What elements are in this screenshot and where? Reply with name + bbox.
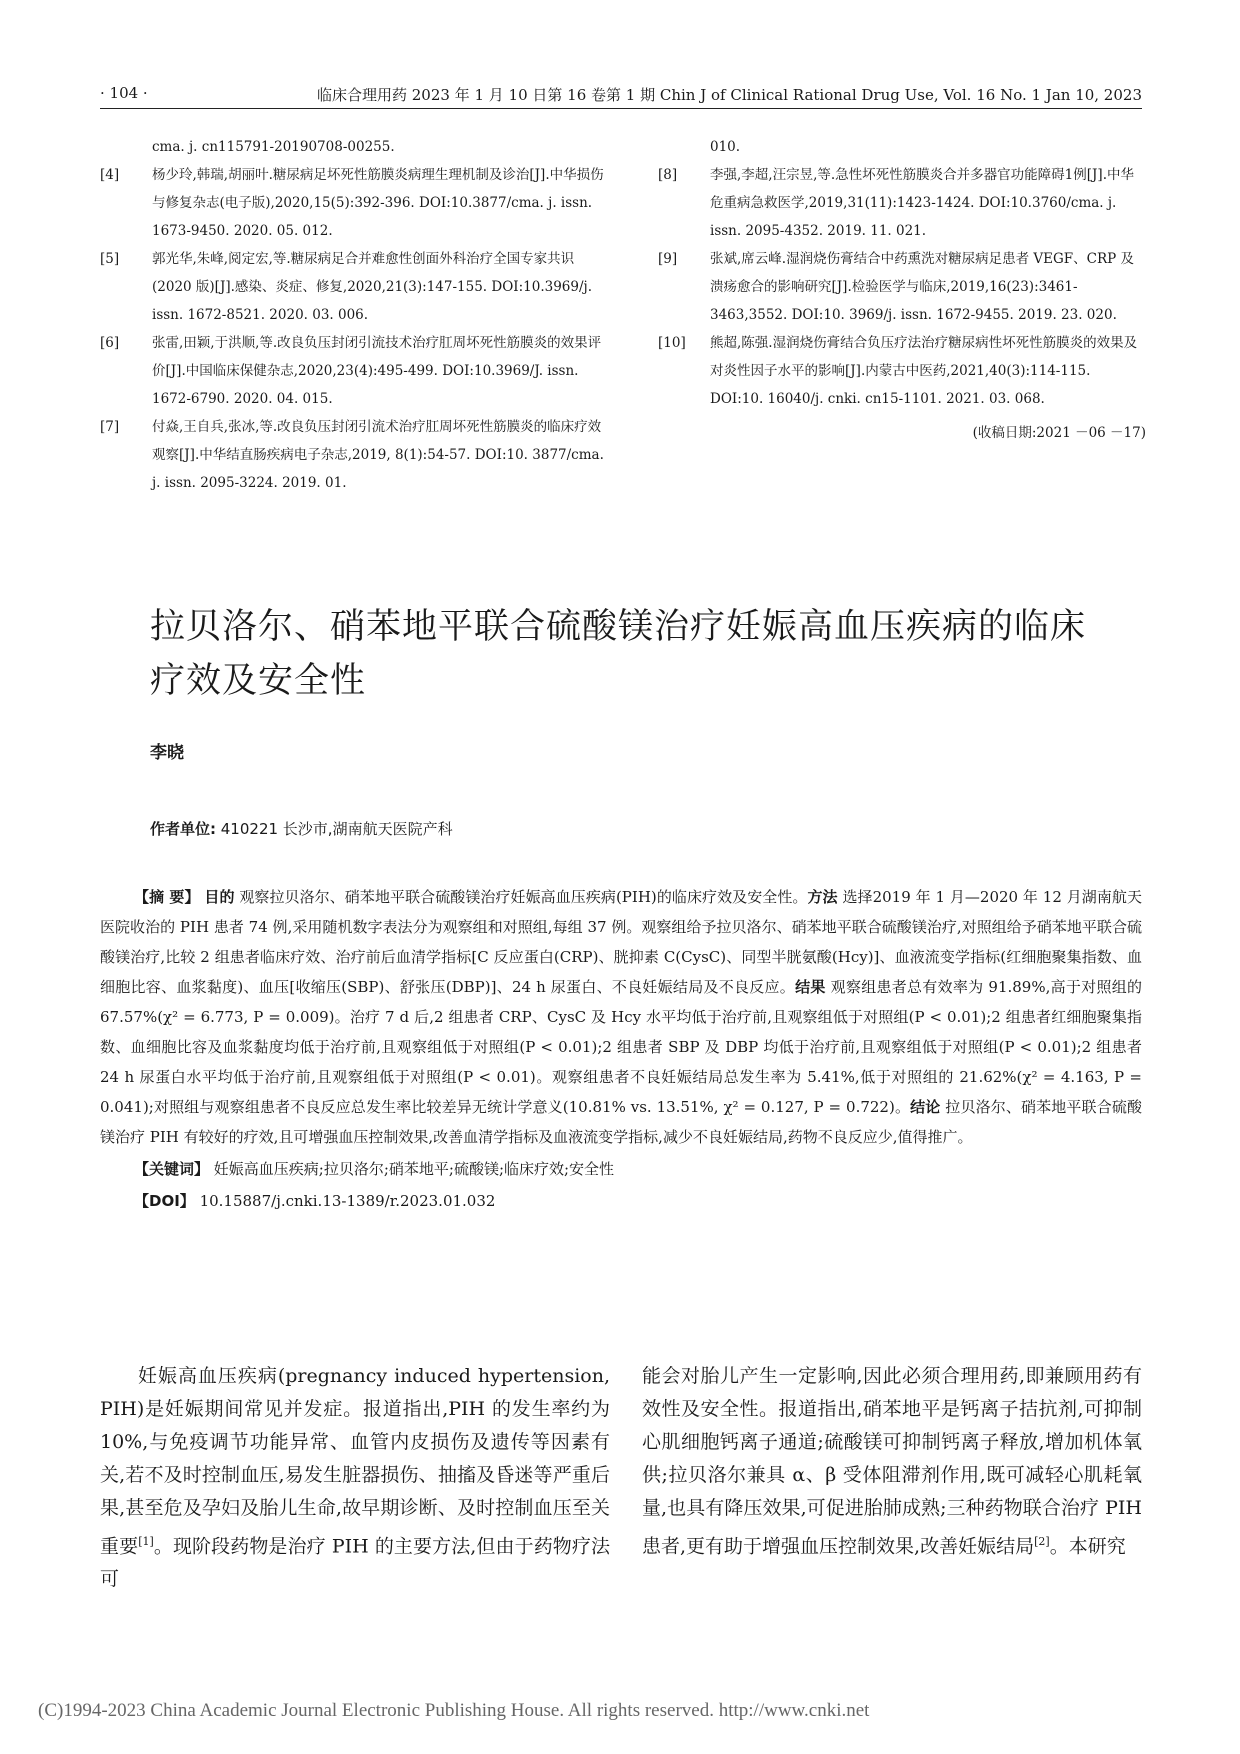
running-header [100,80,1142,109]
keywords-line [100,1154,1142,1184]
methods-label: 方法 [807,888,838,906]
doi-line [100,1186,1142,1216]
reference-number: [9] [658,251,678,267]
body-right-column [642,1360,1142,1563]
abstract-text [100,882,1142,1152]
reference-number: [5] [100,251,120,267]
body-text: 能会对胎儿产生一定影响,因此必须合理用药,即兼顾用药有效性及安全性。报道指出,硝苯地平是钙离子拮抗剂,可抑制心肌细胞钙离子通道;硫酸镁可抑制钙离子释放,增加机体氧供;拉贝洛尔兼具 α、β 受体阻滞剂作用,既可减轻心肌耗氧量,也具有降压效果,可促进胎肺成熟;三种药物联合治疗 PIH 患者,更有助于增强血压控制效果,改善妊娠结局 [642,1365,1142,1558]
reference-number: [6] [100,335,120,351]
body-left-column [100,1360,610,1596]
body-paragraph [100,1360,610,1596]
reference-text: 熊超,陈强.湿润烧伤膏结合负压疗法治疗糖尿病性坏死性筋膜炎的效果及对炎性因子水平的影响[J].内蒙古中医药,2021,40(3):114-115. DOI:10. 16040/j. cnki. cn15-1101. 2021. 03. 068. [710,335,1138,407]
reference-text: 张斌,席云峰.湿润烧伤膏结合中药熏洗对糖尿病足患者 VEGF、CRP 及溃疡愈合的影响研究[J].检验医学与临床,2019,16(23):3461-3463,3552. DOI:10. 3969/j. issn. 1672-9455. 2019. 23. 020. [710,251,1134,323]
reference-item [100,329,610,413]
reference-item [658,161,1146,245]
reference-number: [4] [100,167,120,183]
conclusion-text: 拉贝洛尔、硝苯地平联合硫酸镁治疗 PIH 有较好的疗效,且可增强血压控制效果,改善血清学指标及血液流变学指标,减少不良妊娠结局,药物不良反应少,值得推广。 [100,1098,1142,1146]
abstract-block [100,882,1142,1216]
body-text: 。本研究 [1049,1535,1126,1558]
methods-text: 选择2019 年 1 月—2020 年 12 月湖南航天医院收治的 PIH 患者 74 例,采用随机数字表法分为观察组和对照组,每组 37 例。观察组给予拉贝洛尔、硝苯地平联合硫酸镁治疗,对照组给予硝苯地平联合硫酸镁治疗,比较 2 组患者临床疗效、治疗前后血清学指标[C 反应蛋白(CRP)、胱抑素 C(CysC)、同型半胱氨酸(Hcy)]、血液流变学指标(红细胞聚集指数、血细胞比容、血浆黏度)、血压[收缩压(SBP)、舒张压(DBP)]、24 h 尿蛋白、不良妊娠结局及不良反应。 [100,888,1142,996]
objective-label: 目的 [204,888,235,906]
references-right-column [658,133,1146,447]
page-number: · 104 · [100,84,148,102]
references-left-column [100,133,610,497]
abstract-label: 【摘 要】 [134,888,200,906]
results-label: 结果 [795,978,826,996]
citation-marker: [1] [138,1535,154,1548]
reference-text: 郭光华,朱峰,阅定宏,等.糖尿病足合并难愈性创面外科治疗全国专家共识(2020 版)[J].感染、炎症、修复,2020,21(3):147-155. DOI:10.3969/j. issn. 1672-8521. 2020. 03. 006. [152,251,593,323]
copyright-footer: (C)1994-2023 China Academic Journal Electronic Publishing House. All rights reserved. http://www.cnki.net [38,1700,870,1721]
reference-item [658,133,1146,161]
citation-marker: [2] [1034,1535,1050,1548]
reference-text: 010. [710,139,741,155]
reference-text: 杨少玲,韩瑞,胡丽叶.糖尿病足坏死性筋膜炎病理生理机制及诊治[J].中华损伤与修复杂志(电子版),2020,15(5):392-396. DOI:10.3877/cma. j. issn. 1673-9450. 2020. 05. 012. [152,167,604,239]
reference-text: cma. j. cn115791-20190708-00255. [152,139,395,155]
reference-number: [7] [100,419,120,435]
reference-number: [10] [658,335,686,351]
author-affiliation [150,818,453,839]
reference-item [658,245,1146,329]
objective-text: 观察拉贝洛尔、硝苯地平联合硫酸镁治疗妊娠高血压疾病(PIH)的临床疗效及安全性。 [234,888,808,906]
reference-item [100,245,610,329]
body-text: 。现阶段药物是治疗 PIH 的主要方法,但由于药物疗法可 [100,1535,610,1591]
author-name: 李晓 [150,743,184,763]
reference-text: 李强,李超,汪宗昱,等.急性坏死性筋膜炎合并多器官功能障碍1例[J].中华危重病急救医学,2019,31(11):1423-1424. DOI:10.3760/cma. j. issn. 2095-4352. 2019. 11. 021. [710,167,1134,239]
reference-text: 张雷,田颖,于洪顺,等.改良负压封闭引流技术治疗肛周坏死性筋膜炎的效果评价[J].中国临床保健杂志,2020,23(4):495-499. DOI:10.3969/J. issn. 1672-6790. 2020. 04. 015. [152,335,602,407]
reference-number: [8] [658,167,678,183]
results-text: 观察组患者总有效率为 91.89%,高于对照组的 67.57%(χ² = 6.773, P = 0.009)。治疗 7 d 后,2 组患者 CRP、CysC 及 Hcy 水平均低于治疗前,且观察组低于对照组(P < 0.01);2 组患者红细胞聚集指数、血细胞比容及血浆黏度均低于治疗前,且观察组低于对照组(P < 0.01);2 组患者 SBP 及 DBP 均低于治疗前,且观察组低于对照组(P < 0.01);2 组患者 24 h 尿蛋白水平均低于治疗前,且观察组低于对照组(P < 0.01)。观察组患者不良妊娠结局总发生率为 5.41%,低于对照组的 21.62%(χ² = 4.163, P = 0.041);对照组与观察组患者不良反应总发生率比较差异无统计学意义(10.81% vs. 13.51%, χ² = 0.127, P = 0.722)。 [100,978,1142,1116]
reference-item [100,133,610,161]
body-text: 妊娠高血压疾病(pregnancy induced hypertension, PIH)是妊娠期间常见并发症。报道指出,PIH 的发生率约为 10%,与免疫调节功能异常、血管内皮损伤及遗传等因素有关,若不及时控制血压,易发生脏器损伤、抽搐及昏迷等严重后果,甚至危及孕妇及胎儿生命,故早期诊断、及时控制血压至关重要 [100,1365,610,1558]
keywords-label: 【关键词】 [134,1160,210,1178]
affiliation-label: 作者单位: [150,820,216,838]
doi-text: 10.15887/j.cnki.13-1389/r.2023.01.032 [194,1192,496,1210]
received-date: (收稿日期:2021 －06 －17) [972,425,1146,441]
doi-label: 【DOI】 [134,1192,195,1210]
reference-text: 付焱,王自兵,张冰,等.改良负压封闭引流术治疗肛周坏死性筋膜炎的临床疗效观察[J].中华结直肠疾病电子杂志,2019, 8(1):54-57. DOI:10. 3877/cma. j. issn. 2095-3224. 2019. 01. [152,419,604,491]
reference-item [100,161,610,245]
affiliation-text: 410221 长沙市,湖南航天医院产科 [216,820,453,838]
article-title: 拉贝洛尔、硝苯地平联合硫酸镁治疗妊娠高血压疾病的临床疗效及安全性 [150,607,1087,701]
keywords-text: 妊娠高血压疾病;拉贝洛尔;硝苯地平;硫酸镁;临床疗效;安全性 [209,1160,615,1178]
reference-item [100,413,610,497]
conclusion-label: 结论 [910,1098,941,1116]
reference-item [658,329,1146,413]
body-paragraph [642,1360,1142,1563]
journal-citation: 临床合理用药 2023 年 1 月 10 日第 16 卷第 1 期 Chin J of Clinical Rational Drug Use, Vol. 16 No. 1 Jan 10, 2023 [316,86,1142,104]
